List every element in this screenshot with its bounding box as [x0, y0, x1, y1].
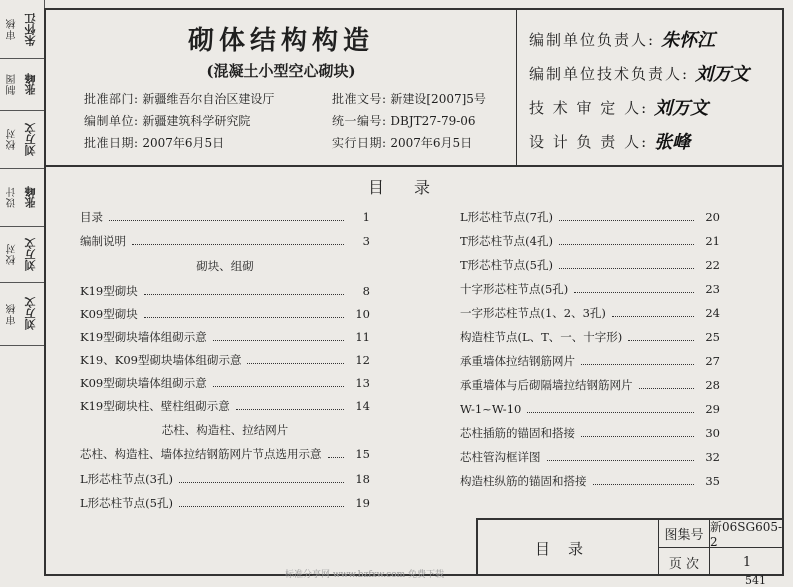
toc-item-page: 15: [355, 447, 370, 461]
approve-dept: [84, 90, 274, 107]
toc-item[interactable]: [460, 232, 720, 250]
toc-item-page: 30: [705, 426, 720, 440]
strip-role: 制图: [7, 73, 18, 95]
toc-leader: [581, 435, 694, 437]
toc-leader: [559, 267, 694, 269]
responsible-signature: 朱怀江: [661, 30, 716, 51]
toc-item[interactable]: [460, 280, 720, 298]
strip-signature: 朱怀江: [24, 12, 37, 46]
drawing-frame: [44, 8, 784, 576]
toc-item-page: 20: [705, 210, 720, 224]
toc-item-page: 8: [362, 284, 370, 298]
toc-item-label: 芯柱、构造柱、墙体拉结钢筋网片节点选用示意: [80, 447, 322, 461]
toc-leader: [144, 316, 344, 318]
toc-item[interactable]: [80, 374, 370, 392]
strip-cell: [0, 168, 44, 227]
toc-item[interactable]: [460, 376, 720, 394]
serial-value: DBJT27-79-06: [390, 114, 476, 128]
toc-item-page: 32: [705, 450, 720, 464]
responsible-signature: 刘万文: [654, 98, 709, 119]
atlas-no-label: 图集号: [659, 520, 710, 548]
approve-no-value: 新建设[2007]5号: [390, 92, 486, 106]
toc-item[interactable]: [80, 305, 370, 323]
toc-leader: [612, 315, 694, 317]
toc-item[interactable]: [80, 232, 370, 250]
toc-item[interactable]: [80, 494, 370, 512]
toc-item-page: 11: [355, 330, 370, 344]
toc-item-label: 构造柱节点(L、T、一、十字形): [460, 330, 623, 344]
toc-item[interactable]: [460, 352, 720, 370]
toc-item-label: 十字形芯柱节点(5孔): [460, 282, 569, 296]
toc-left-column: [80, 208, 370, 518]
toc-item[interactable]: [460, 304, 720, 322]
toc-item-label: K19、K09型砌块墙体组砌示意: [80, 353, 242, 367]
toc-item-label: K19型砌块: [80, 284, 138, 298]
page-value: 1: [742, 554, 752, 570]
responsible-row: [529, 126, 779, 156]
responsible-role: 技 术 审 定 人:: [529, 98, 649, 117]
approve-dept-value: 新疆维吾尔自治区建设厅: [142, 92, 275, 106]
toc-leader: [581, 363, 694, 365]
header: [46, 10, 782, 167]
toc-item-page: 23: [705, 282, 720, 296]
signoff-strip: [0, 0, 45, 346]
toc-leader: [213, 385, 344, 387]
approve-dept-label: 批准部门:: [84, 92, 139, 106]
toc-item-label: 编制说明: [80, 234, 126, 248]
toc-leader: [247, 362, 344, 364]
responsible-signature: 刘万文: [695, 64, 750, 85]
toc-leader: [132, 243, 344, 245]
toc-heading: 目录: [367, 178, 460, 197]
toc-item-label: K09型砌块: [80, 307, 138, 321]
toc-item-page: 19: [355, 496, 370, 510]
approve-no-label: 批准文号:: [332, 92, 387, 106]
toc-item-page: 24: [705, 306, 720, 320]
compiler: [84, 112, 250, 129]
strip-role: 审核: [7, 18, 18, 40]
toc-item-page: 27: [705, 354, 720, 368]
page-subtitle: (混凝土小型空心砌块): [206, 62, 356, 80]
strip-signature: 张峰: [24, 186, 37, 208]
toc-section-heading: 砌块、组砌: [196, 259, 254, 273]
approve-date-value: 2007年6月5日: [142, 136, 225, 150]
toc-item-page: 35: [705, 474, 720, 488]
toc-leader: [559, 243, 694, 245]
compiler-label: 编制单位:: [84, 114, 139, 128]
strip-signature: 刘万文: [24, 237, 37, 271]
approve-date-label: 批准日期:: [84, 136, 139, 150]
toc-item[interactable]: [80, 470, 370, 488]
toc-item-page: 18: [355, 472, 370, 486]
toc-item[interactable]: [80, 328, 370, 346]
toc-item-label: 芯柱插筋的锚固和搭接: [460, 426, 575, 440]
toc-item[interactable]: [460, 256, 720, 274]
toc-item-label: 芯柱管沟框详图: [460, 450, 541, 464]
toc-item-label: 一字形芯柱节点(1、2、3孔): [460, 306, 606, 320]
responsible-role: 编制单位技术负责人:: [529, 64, 690, 83]
toc-item[interactable]: [80, 445, 370, 463]
toc-item[interactable]: [460, 424, 720, 442]
watermark: 标准分享网 www.bzfxw.com 免费下载: [285, 570, 445, 580]
toc-item-label: 构造柱纵筋的锚固和搭接: [460, 474, 587, 488]
responsible-persons: [517, 10, 782, 165]
responsible-role: 设 计 负 责 人:: [529, 132, 649, 151]
toc-item[interactable]: [80, 351, 370, 369]
toc-item[interactable]: [80, 282, 370, 300]
effective-date-label: 实行日期:: [332, 136, 387, 150]
toc-item-page: 12: [355, 353, 370, 367]
toc-item[interactable]: [460, 400, 720, 418]
serial: [332, 112, 476, 129]
toc-item-label: 承重墙体与后砌隔墙拉结钢筋网片: [460, 378, 633, 392]
strip-role: 校对: [7, 243, 18, 265]
toc-leader: [593, 483, 695, 485]
toc-item[interactable]: [80, 208, 370, 226]
toc-item-page: 10: [355, 307, 370, 321]
toc-leader: [179, 505, 344, 507]
title-block: [476, 518, 784, 576]
toc-item-label: K19型砌块墙体组砌示意: [80, 330, 207, 344]
toc-item-page: 1: [362, 210, 370, 224]
toc-item-label: T形芯柱节点(5孔): [460, 258, 553, 272]
strip-signature: 刘万文: [24, 297, 37, 330]
responsible-row: [529, 58, 779, 88]
responsible-row: [529, 92, 779, 122]
approve-no: [332, 90, 486, 107]
toc-leader: [527, 411, 694, 413]
strip-cell: [0, 282, 44, 346]
toc-item[interactable]: [80, 397, 370, 415]
strip-signature: 刘万文: [24, 122, 37, 156]
toc-item-page: 14: [355, 399, 370, 413]
toc-leader: [328, 456, 345, 458]
toc-leader: [628, 339, 694, 341]
strip-role: 校对: [7, 128, 18, 150]
toc-item[interactable]: [460, 472, 720, 490]
toc-right-column: [460, 208, 720, 498]
effective-date-value: 2007年6月5日: [390, 136, 473, 150]
toc-item[interactable]: [460, 328, 720, 346]
responsible-row: [529, 24, 779, 54]
toc-leader: [559, 219, 694, 221]
toc-item[interactable]: [460, 448, 720, 466]
header-info: [46, 10, 517, 165]
strip-cell: [0, 0, 44, 59]
toc-item-label: 承重墙体拉结钢筋网片: [460, 354, 575, 368]
strip-cell: [0, 58, 44, 111]
toc-leader: [213, 339, 344, 341]
toc-item-page: 25: [705, 330, 720, 344]
page-title: 砌体结构构造: [187, 26, 374, 56]
responsible-role: 编制单位负责人:: [529, 30, 656, 49]
effective-date: [332, 134, 472, 151]
toc-item-page: 29: [705, 402, 720, 416]
toc-item-label: T形芯柱节点(4孔): [460, 234, 553, 248]
toc-leader: [574, 291, 694, 293]
toc-leader: [639, 387, 695, 389]
atlas-no-value: 新06SG605-2: [710, 520, 783, 549]
toc-leader: [179, 481, 344, 483]
strip-role: 设计: [7, 186, 18, 208]
toc-item-page: 28: [705, 378, 720, 392]
toc-section-heading: 芯柱、构造柱、拉结网片: [161, 423, 289, 437]
responsible-signature: 张峰: [654, 132, 691, 153]
toc-leader: [547, 459, 695, 461]
toc-leader: [109, 219, 344, 221]
toc-item-label: K09型砌块墙体组砌示意: [80, 376, 207, 390]
compiler-value: 新疆建筑科学研究院: [142, 114, 251, 128]
toc-leader: [144, 293, 344, 295]
strip-cell: [0, 226, 44, 283]
title-block-name: 目录: [478, 520, 659, 576]
toc-item-label: L形芯柱节点(5孔): [80, 496, 173, 510]
toc-item-page: 21: [705, 234, 720, 248]
page-label: 页 次: [659, 548, 710, 576]
toc-item-label: W-1~W-10: [460, 402, 522, 416]
serial-label: 统一编号:: [332, 114, 387, 128]
toc-item[interactable]: [460, 208, 720, 226]
toc-item-page: 3: [362, 234, 370, 248]
toc-item-label: 目录: [80, 210, 103, 224]
toc-leader: [236, 408, 344, 410]
toc-item-page: 22: [705, 258, 720, 272]
toc-item-label: K19型砌块柱、壁柱组砌示意: [80, 399, 230, 413]
page-number: 541: [745, 574, 766, 587]
toc-item-label: L形芯柱节点(3孔): [80, 472, 173, 486]
strip-cell: [0, 110, 44, 169]
toc-item-page: 13: [355, 376, 370, 390]
toc-item-label: L形芯柱节点(7孔): [460, 210, 553, 224]
approve-date: [84, 134, 224, 151]
strip-role: 审核: [7, 302, 18, 325]
strip-signature: 张峰: [24, 73, 37, 95]
